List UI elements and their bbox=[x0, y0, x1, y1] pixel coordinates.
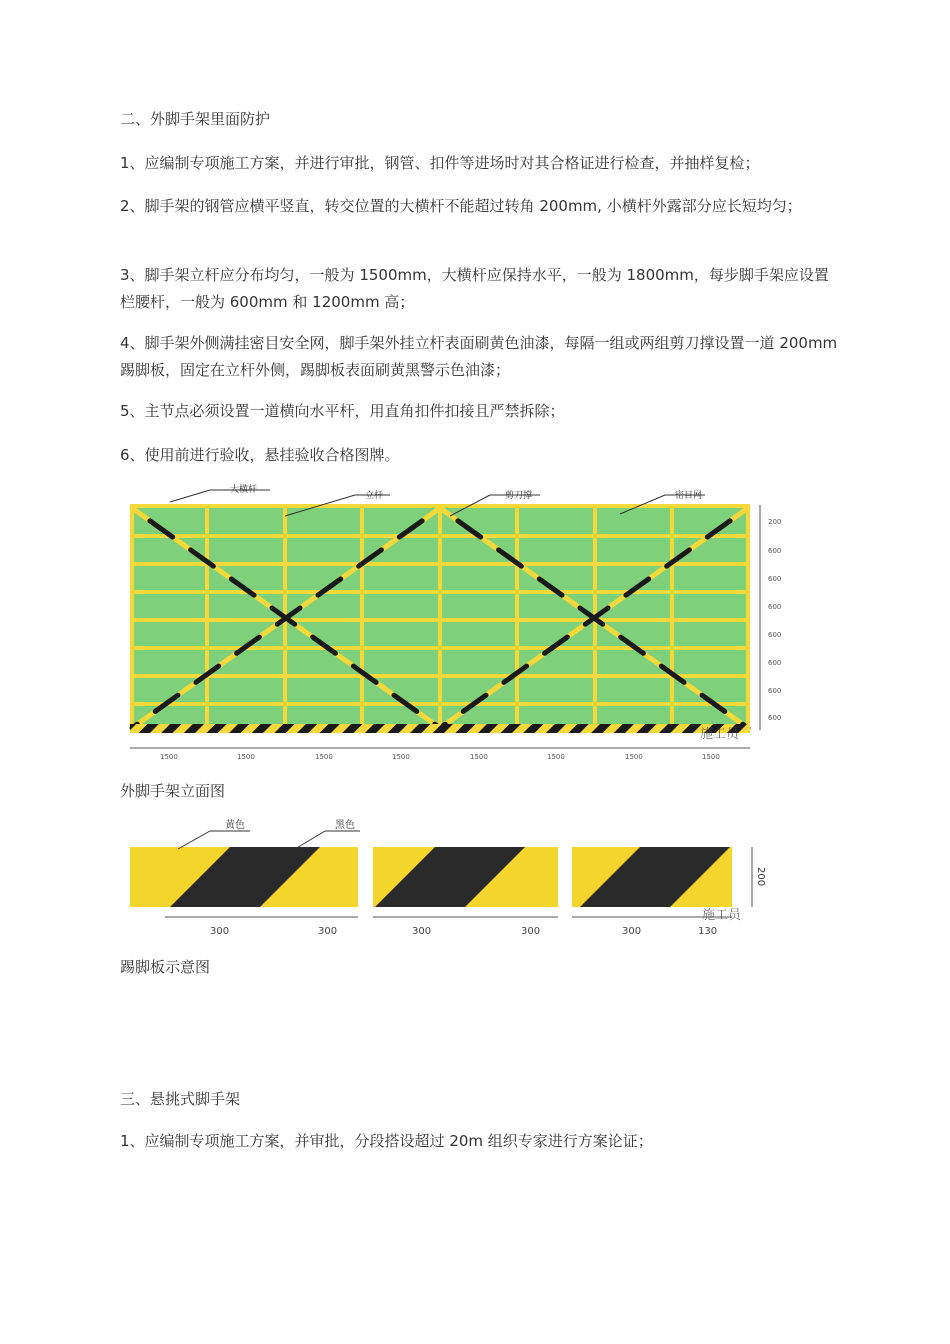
figure2-caption: 踢脚板示意图 bbox=[120, 958, 211, 976]
svg-text:600: 600 bbox=[768, 575, 782, 583]
svg-text:200: 200 bbox=[755, 867, 766, 887]
section2-item-1: 1、应编制专项施工方案，并进行审批，钢管、扣件等进场时对其合格证进行检查，并抽样复检； bbox=[120, 154, 760, 172]
svg-text:200: 200 bbox=[768, 518, 782, 526]
watermark: 施工员 bbox=[702, 908, 742, 923]
label-vertical-pole: 立杆 bbox=[365, 491, 384, 501]
svg-text:600: 600 bbox=[768, 547, 782, 555]
section2-item-5: 5、主节点必须设置一道横向水平杆，用直角扣件扣接且严禁拆除； bbox=[120, 402, 565, 420]
svg-text:1500: 1500 bbox=[547, 753, 565, 761]
label-black: 黑色 bbox=[335, 820, 355, 831]
svg-text:300: 300 bbox=[412, 926, 432, 937]
side-dimension bbox=[760, 505, 781, 730]
svg-text:1500: 1500 bbox=[315, 753, 333, 761]
label-yellow: 黄色 bbox=[225, 820, 245, 831]
svg-text:130: 130 bbox=[698, 926, 718, 937]
section2-heading: 二、外脚手架里面防护 bbox=[120, 110, 271, 128]
section2-item-4: 4、脚手架外侧满挂密目安全网，脚手架外挂立杆表面刷黄色油漆，每隔一组或两组剪刀撑设置一道 200mm 踢脚板，固定在立杆外侧，踢脚板表面刷黄黑警示色油漆； bbox=[120, 334, 838, 379]
section2-item-6: 6、使用前进行验收，悬挂验收合格图牌。 bbox=[120, 446, 400, 464]
svg-text:600: 600 bbox=[768, 659, 782, 667]
scaffold-elevation-diagram bbox=[120, 480, 780, 765]
toe-board-strip bbox=[130, 724, 750, 733]
bottom-dimension bbox=[130, 748, 750, 761]
svg-text:300: 300 bbox=[318, 926, 338, 937]
svg-text:1500: 1500 bbox=[702, 753, 720, 761]
svg-text:300: 300 bbox=[622, 926, 642, 937]
label-cross-brace: 剪刀撑 bbox=[505, 491, 533, 501]
figure1-caption: 外脚手架立面图 bbox=[120, 782, 226, 800]
svg-text:600: 600 bbox=[768, 603, 782, 611]
toe-board-leaders bbox=[178, 831, 360, 849]
section2-item-2: 2、脚手架的钢管应横平竖直，转交位置的大横杆不能超过转角 200mm, 小横杆外露部分应长短均匀； bbox=[120, 197, 802, 215]
label-horizontal-pole: 大横杆 bbox=[230, 485, 258, 495]
section3-heading: 三、悬挑式脚手架 bbox=[120, 1090, 241, 1108]
svg-text:300: 300 bbox=[521, 926, 541, 937]
watermark: 施工员 bbox=[700, 727, 740, 742]
svg-text:1500: 1500 bbox=[160, 753, 178, 761]
section3-item-1: 1、应编制专项施工方案，并审批，分段搭设超过 20m 组织专家进行方案论证； bbox=[120, 1132, 653, 1150]
height-dimension bbox=[752, 847, 766, 907]
svg-text:1500: 1500 bbox=[392, 753, 410, 761]
svg-text:600: 600 bbox=[768, 714, 782, 722]
svg-text:1500: 1500 bbox=[470, 753, 488, 761]
section2-item-3: 3、脚手架立杆应分布均匀，一般为 1500mm，大横杆应保持水平，一般为 1800mm，每步脚手架应设置栏腰杆，一般为 600mm 和 1200mm 高； bbox=[120, 266, 829, 311]
svg-text:300: 300 bbox=[210, 926, 230, 937]
toe-board-dimensions bbox=[165, 917, 732, 937]
svg-text:1500: 1500 bbox=[625, 753, 643, 761]
svg-text:600: 600 bbox=[768, 631, 782, 639]
toe-board-diagram bbox=[130, 815, 780, 945]
svg-text:600: 600 bbox=[768, 687, 782, 695]
label-safety-net: 密目网 bbox=[675, 491, 703, 501]
svg-text:1500: 1500 bbox=[237, 753, 255, 761]
